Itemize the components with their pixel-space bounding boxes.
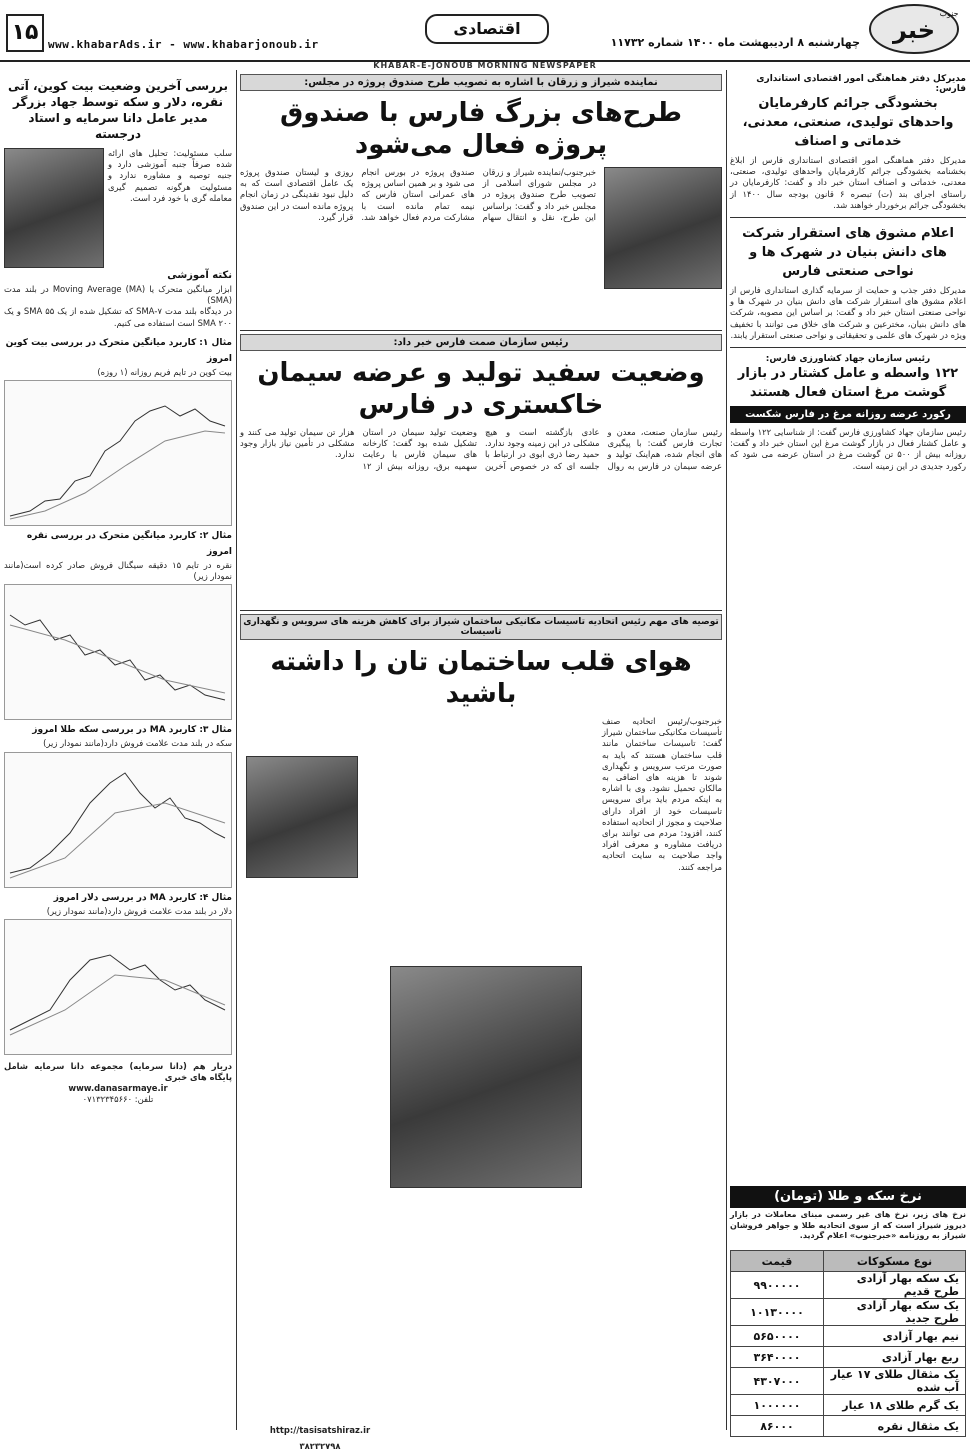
left-headline: بررسی آخرین وضعیت بیت کوین، آتی نقره، دلار و سکه توسط جهاد بزرگر مدیر عامل دانا سرمایه و استاد درجسته: [8, 79, 228, 141]
article1-body: خبرجنوب/نماینده شیراز و زرقان در مجلس شورای اسلامی از تصویب طرح صندوق پروژه در مجلس خبر داد و گفت: براساس این طرح، نقل و انتقال سهام صندوق پروژه در بورس انجام می شود و بر همین اساس پروژه های عمرانی استان فارس که نیمه تمام مانده است با مشارکت مردم فعال خواهد شد. روزی و لیستان صندوق پروژه یک عامل اقتصادی است که به دلیل نبود نقدینگی در زمان انجام پروژه مانده است در این صندوق قرار گیرد.: [240, 167, 596, 222]
divider: [240, 610, 722, 611]
article3-headline: هوای قلب ساختمان تان را داشته باشید: [270, 647, 692, 709]
coin-price: ۳۶۴۰۰۰۰: [731, 1347, 824, 1368]
right-body2: مدیرکل دفتر جذب و حمایت از سرمایه گذاری استانداری فارس از اعلام مشوق های استقرار شرکت های دانش بنیان در شهرک ها و نواحی صنعتی استان خبر داد و گفت: بر اساس این مصوبه، شرکت های دانش بنیان، مخترعین و شرکت های خلاق می توانند با تخفیف ویژه در شهرک های علمی و تحقیقاتی و نواحی صنعتی استقرار یابند.: [730, 285, 966, 340]
column-rule: [726, 70, 727, 1430]
coin-name: نیم بهار آزادی: [824, 1326, 966, 1347]
coin-name: یک سکه بهار آزادی طرح قدیم: [824, 1272, 966, 1299]
edu-title: نکته آموزشی: [167, 270, 232, 281]
bitcoin-chart: [4, 380, 232, 526]
chart4-caption: مثال ۴: کاربرد MA در بررسی دلار امروز: [53, 892, 232, 903]
dana-phone: تلفن: ۰۷۱۳۲۳۴۵۶۶۰: [82, 1094, 154, 1105]
table-header-row: [731, 1251, 966, 1272]
union-head-photo: [246, 756, 358, 878]
masthead: [0, 0, 970, 62]
gold-price-table: [730, 1250, 966, 1437]
col-type: نوع مسکوکات: [824, 1251, 966, 1272]
left-column: [4, 74, 232, 1434]
price-table-box: [730, 1250, 966, 1432]
table-row: [731, 1326, 966, 1347]
price-line: [10, 955, 225, 1030]
article3-phone: ۳۸۲۳۲۷۹۸: [299, 1440, 341, 1451]
right-column: [730, 74, 966, 1182]
silver-chart: [4, 584, 232, 720]
chart4-sub: دلار در بلند مدت علامت فروش دارد(مانند نمودار زیر): [46, 905, 232, 916]
price-title: نرخ سکه و طلا: [827, 1189, 922, 1204]
article1-kicker: نماینده شیراز و زرقان با اشاره به تصویب طرح صندوق پروژه در مجلس:: [240, 74, 722, 91]
chart1-sub: بیت کوین در تایم فریم روزانه (۱ روزه): [97, 366, 232, 377]
dollar-chart: [4, 919, 232, 1055]
sma-line: [10, 975, 225, 1035]
article-mechanical-installations: [240, 614, 722, 1451]
coin-name: ربع بهار آزادی: [824, 1347, 966, 1368]
article2-headline: وضعیت سفید تولید و عرضه سیمان خاکستری در فارس: [257, 358, 705, 420]
right-kicker3: رئیس سازمان جهاد کشاورزی فارس:: [765, 354, 931, 365]
disclaimer-text: سلب مسئولیت: تحلیل های ارائه شده صرفاً جنبه آموزشی دارد و جنبه توصیه و مشاوره ندارد و مسئولیت هرگونه تصمیم گیری معامله گری با خود فرد است.: [108, 148, 232, 203]
table-row: [731, 1272, 966, 1299]
sma-line: [10, 431, 225, 519]
table-row: [731, 1416, 966, 1437]
table-row: [731, 1395, 966, 1416]
logo-text: خبر: [892, 16, 936, 44]
price-line: [10, 615, 225, 700]
right-banner3: رکورد عرضه روزانه مرغ در فارس شکست: [730, 406, 966, 423]
logo-subtext: جنوب: [939, 9, 959, 18]
right-body3: رئیس سازمان جهاد کشاورزی فارس گفت: از شناسایی ۱۲۲ واسطه و عامل کشتار فعال در بازار گوشت مرغ این استان خبر داد و گفت: روزانه بیش از ۵۰۰ تن گوشت مرغ در استان عرضه می شود که رکورد جدیدی در این زمینه است.: [730, 427, 966, 471]
sma-line: [10, 803, 225, 878]
page-number: ۱۵: [6, 14, 44, 52]
sma-line: [10, 625, 225, 693]
col-price: قیمت: [731, 1251, 824, 1272]
price-note: نرخ های زیر، نرخ های غیر رسمی مبنای معاملات در بازار دیروز شیراز است که از سوی اتحادیه طلا و جواهر فروشان شیراز به روزنامه «خبرجنوب» اعلام گردید.: [730, 1210, 966, 1240]
union-head-desk-photo: [390, 966, 582, 1188]
section-label: اقتصادی: [425, 14, 549, 44]
coin-price: ۵۶۵۰۰۰۰: [731, 1326, 824, 1347]
price-unit: (تومان): [774, 1189, 824, 1204]
coin-name: یک مثقال نقره: [824, 1416, 966, 1437]
right-headline2: اعلام مشوق های استقرار شرکت های دانش بنیان در شهرک ها و نواحی صنعتی فارس: [742, 226, 954, 280]
right-headline1: بخشودگی جرائم کارفرمایان واحدهای تولیدی، صنعتی، معدنی، خدماتی و اصناف: [742, 96, 954, 149]
table-row: [731, 1368, 966, 1395]
article-cement: [240, 334, 722, 606]
mp-photo: [604, 167, 722, 289]
coin-price: ۱۰۰۰۰۰۰: [731, 1395, 824, 1416]
english-name: KHABAR-E-JONOUB MORNING NEWSPAPER: [373, 61, 597, 70]
newspaper-logo: [867, 2, 962, 56]
site-urls[interactable]: www.khabarAds.ir - www.khabarjonoub.ir: [48, 38, 319, 51]
indicator-line: در دیدگاه بلند مدت ۷-SMA که تشکیل شده از یک SMA ۵۵ و یک SMA ۲۰۰ است استفاده می کنیم.: [4, 306, 232, 328]
table-row: [731, 1299, 966, 1326]
article2-body: رئیس سازمان صنعت، معدن و تجارت فارس گفت: با پیگیری های انجام شده، هم‌اینک تولید و عرضه سیمان در فارس به روال عادی بازگشته است و هیچ مشکلی در این زمینه وجود ندارد. حمید رضا ذری ابوی در ارتباط با جلسه ای که در خصوص آخرین وضعیت تولید سیمان در استان تشکیل شده بود گفت: کارخانه های سیمان فارس با رعایت سهمیه برق، روزانه بیش از ۱۲ هزار تن سیمان تولید می کنند و مشکلی در تأمین نیاز بازار وجود ندارد.: [240, 427, 722, 471]
coin-price: ۸۶۰۰۰: [731, 1416, 824, 1437]
dana-footer-title: دربار هم (دانا سرمایه) مجموعه دانا سرمایه شامل پایگاه های خبری: [4, 1060, 232, 1083]
right-kicker1: مدیرکل دفتر هماهنگی امور اقتصادی استانداری فارس:: [756, 74, 966, 94]
chart1-caption: مثال ۱: کاربرد میانگین متحرک در بررسی بیت کوین امروز: [5, 337, 232, 364]
right-body1: مدیرکل دفتر هماهنگی امور اقتصادی استانداری فارس از ابلاغ بخشنامه بخشودگی جرائم کارفرمایان واحدهای تولیدی، صنعتی، معدنی، خدماتی و اصناف استان خبر داد و گفت: کارفرمایان در راستای اجرای بند (ت) تبصره ۶ قانون بودجه سال ۱۴۰۰ از بخشودگی جرائم برخوردار خواهند شد.: [730, 155, 966, 210]
indicator-line: ابزار میانگین متحرک یا Moving Average (MA) در بلند مدت (SMA): [4, 284, 232, 306]
chart2-sub: نقره در تایم ۱۵ دقیقه سیگنال فروش صادر کرده است(مانند نمودار زیر): [4, 560, 232, 582]
gold-coin-chart: [4, 752, 232, 888]
author-photo: [4, 148, 104, 268]
divider: [240, 330, 722, 331]
chart3-sub: سکه در بلند مدت علامت فروش دارد(مانند نمودار زیر): [43, 738, 232, 749]
coin-price: ۹۹۰۰۰۰۰: [731, 1272, 824, 1299]
article2-kicker: رئیس سازمان صمت فارس خبر داد:: [240, 334, 722, 351]
chart2-caption: مثال ۲: کاربرد میانگین متحرک در بررسی نقره امروز: [26, 531, 232, 558]
gold-price-title: [730, 1186, 966, 1208]
coin-name: یک مثقال طلای ۱۷ عیار آب شده: [824, 1368, 966, 1395]
table-row: [731, 1347, 966, 1368]
dana-site[interactable]: www.danasarmaye.ir: [68, 1083, 168, 1094]
coin-price: ۴۳۰۷۰۰۰: [731, 1368, 824, 1395]
coin-name: یک سکه بهار آزادی طرح جدید: [824, 1299, 966, 1326]
price-line: [10, 773, 225, 873]
article3-body: خبرجنوب/رئیس اتحادیه صنف تأسیسات مکانیکی ساختمان شیراز گفت: تاسیسات ساختمان مانند قلب ساختمان هستند که باید به صورت مرتب سرویس و نگهداری شوند تا هزینه های اضافی به مالکان تحمیل نشود. وی با اشاره به اینکه مردم باید برای سرویس تاسیسات خود از افراد دارای صلاحیت و مجوز از اتحادیه استفاده کنند، افزود: مردم می توانند برای دریافت مشاوره و معرفی افراد واجد صلاحیت به سایت اتحادیه مراجعه کنند.: [602, 716, 722, 872]
coin-price: ۱۰۱۳۰۰۰۰: [731, 1299, 824, 1326]
column-rule: [236, 70, 237, 1430]
dateline: چهارشنبه ۸ اردیبهشت ماه ۱۴۰۰ شماره ۱۱۷۳۲: [610, 36, 860, 49]
article1-headline: طرح‌های بزرگ فارس با صندوق پروژه فعال می‌شود: [279, 98, 683, 160]
article-project-fund: [240, 74, 722, 326]
right-headline3: ۱۲۲ واسطه و عامل کشتار در بازار گوشت مرغ استان فعال هستند: [737, 366, 959, 401]
price-line: [10, 406, 225, 516]
coin-name: یک گرم طلای ۱۸ عیار: [824, 1395, 966, 1416]
article3-kicker: توصیه های مهم رئیس اتحادیه تاسیسات مکانیکی ساختمان شیراز برای کاهش هزینه های سرویس و نگهداری تاسیسات: [240, 614, 722, 640]
price-note-box: [730, 1210, 966, 1250]
article3-site[interactable]: http://tasisatshiraz.ir: [269, 1424, 371, 1435]
chart3-caption: مثال ۳: کاربرد MA در بررسی سکه طلا امروز: [32, 725, 232, 736]
